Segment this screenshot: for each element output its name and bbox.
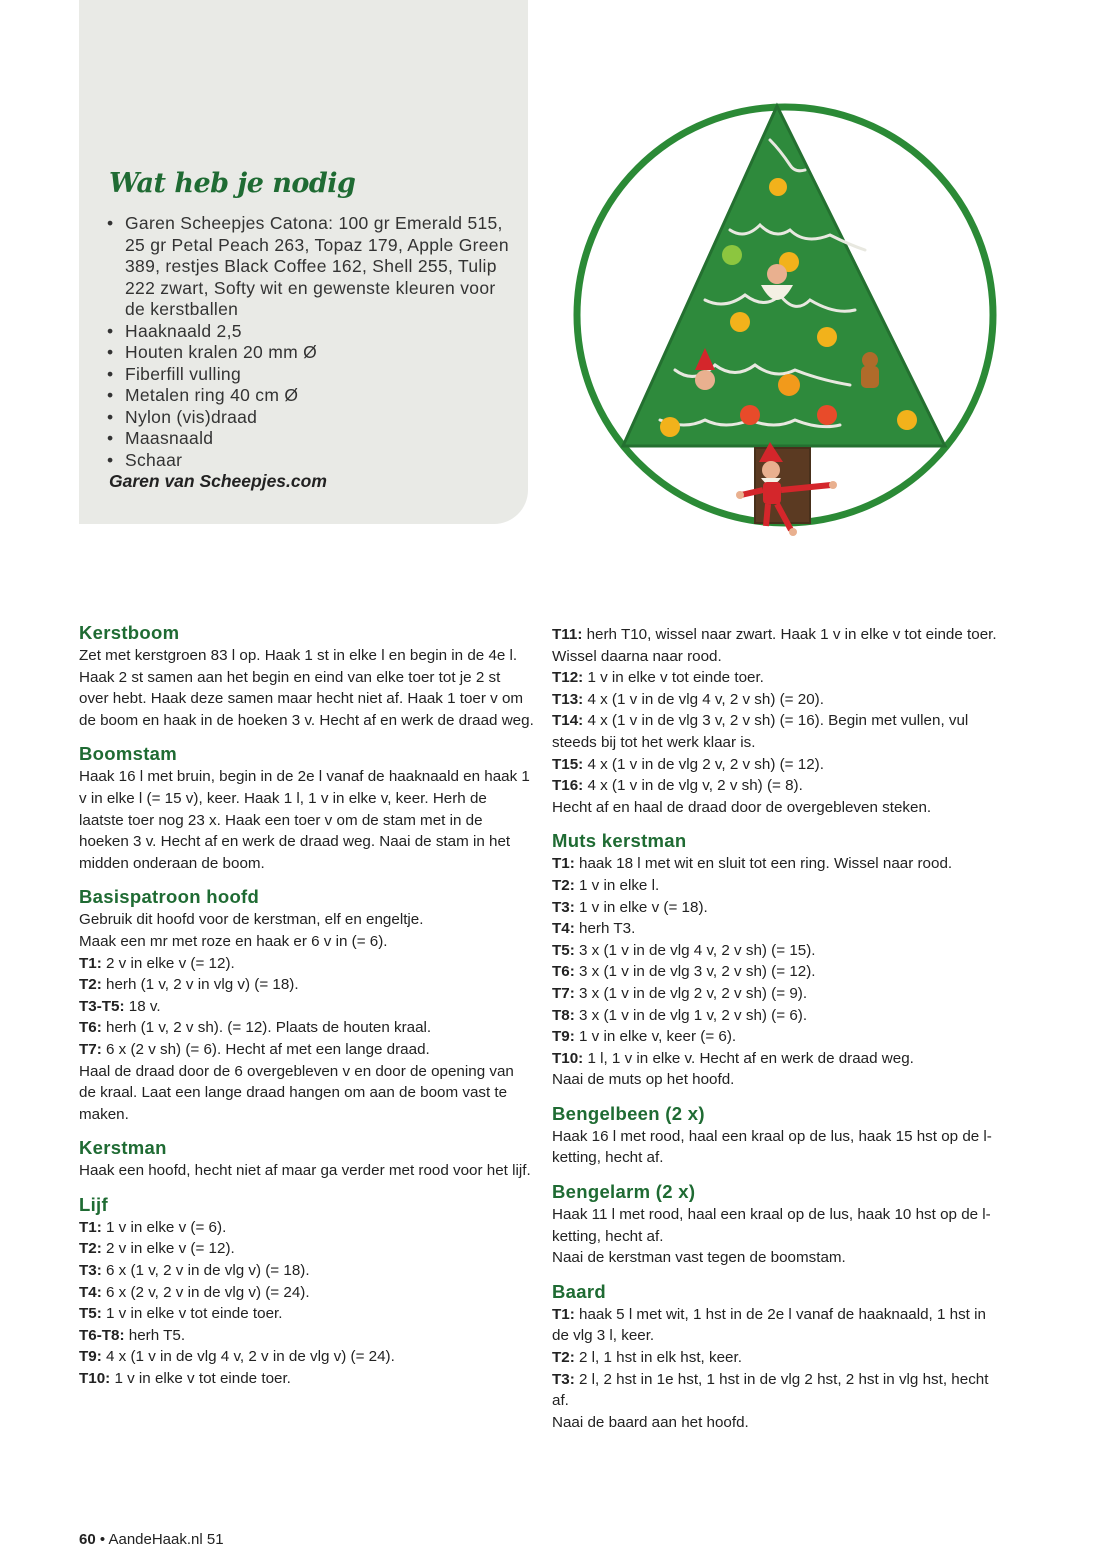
- bullet-icon: •: [107, 213, 114, 233]
- pattern-row: T5: 1 v in elke v tot einde toer.: [79, 1305, 283, 1323]
- pattern-row: T1: 1 v in elke v (= 6).: [79, 1218, 227, 1236]
- bullet-icon: •: [107, 320, 114, 341]
- section-heading: Boomstam: [79, 743, 177, 765]
- page-number: 60: [79, 1531, 96, 1548]
- pattern-row: Naai de muts op het hoofd.: [552, 1071, 735, 1089]
- section-text: Haak 16 l met rood, haal een kraal op de lus, haak 15 hst op de l-ketting, hecht af.: [552, 1127, 992, 1167]
- section-text: Naai de kerstman vast tegen de boomstam.: [552, 1249, 846, 1267]
- page-footer: [79, 1531, 224, 1548]
- section-heading: Lijf: [79, 1193, 108, 1215]
- pattern-row: T1: haak 5 l met wit, 1 hst in de 2e l vanaf de haaknaald, 1 hst in de vlg 3 l, keer.: [552, 1305, 986, 1345]
- materials-item: • Garen Scheepjes Catona: 100 gr Emerald 515, 25 gr Petal Peach 263, Topaz 179, Apple Green 389, restjes Black Coffee 162, Shell 255, Tulip 222 zwart, Softy wit en gewenste kleuren voor de kerstballen: [107, 213, 509, 319]
- section-heading: Baard: [552, 1280, 606, 1302]
- pattern-row: T7: 6 x (2 v sh) (= 6). Hecht af met een lange draad.: [79, 1040, 430, 1058]
- bullet-icon: •: [107, 428, 114, 448]
- pattern-row: T9: 1 v in elke v, keer (= 6).: [552, 1028, 737, 1046]
- magazine-name: AandeHaak.nl 51: [108, 1531, 224, 1548]
- gingerbread: [861, 352, 879, 388]
- christmas-tree-photo: [565, 90, 1005, 550]
- pattern-row: T3-T5: 18 v.: [79, 997, 161, 1015]
- materials-item: • Fiberfill vulling: [107, 363, 241, 384]
- bullet-icon: •: [107, 406, 114, 427]
- pattern-row: T13: 4 x (1 v in de vlg 4 v, 2 v sh) (= 20).: [552, 690, 824, 708]
- section-heading: Kerstman: [79, 1137, 167, 1159]
- bullet-icon: •: [107, 363, 114, 384]
- right-column: [552, 624, 1007, 1433]
- pattern-row: Haal de draad door de 6 overgebleven v en door de opening van de kraal. Laat een lange draad hangen om aan de boom vast te maken.: [79, 1062, 514, 1123]
- bullet-icon: •: [107, 385, 114, 405]
- section-text: Haak 16 l met bruin, begin in de 2e l vanaf de haaknaald en haak 1 v in elke l (= 15 v), keer. Haak 1 l, 1 v in elke v, keer. Herh de laatste toer nog 23 x. Haak een toer v om de stam met in de hoeken 3 v. Hecht af en werk de draad weg. Naai de stam in het midden onderaan de boom.: [79, 768, 530, 872]
- materials-title: Wat heb je nodig: [109, 168, 356, 199]
- pattern-row: T1: 2 v in elke v (= 12).: [79, 954, 235, 972]
- materials-item: • Houten kralen 20 mm Ø: [107, 342, 318, 362]
- section-heading: Kerstboom: [79, 622, 180, 643]
- left-column: [79, 622, 534, 1390]
- materials-list: [107, 213, 512, 471]
- section-heading: Bengelbeen (2 x): [552, 1102, 705, 1124]
- bullet-icon: •: [107, 342, 114, 362]
- section-heading: Muts kerstman: [552, 830, 687, 852]
- pattern-row: T12: 1 v in elke v tot einde toer.: [552, 669, 764, 687]
- materials-item: • Haaknaald 2,5: [107, 320, 242, 341]
- materials-item: • Maasnaald: [107, 428, 214, 448]
- pattern-row: T2: 2 v in elke v (= 12).: [79, 1240, 235, 1258]
- section-text: Haak een hoofd, hecht niet af maar ga verder met rood voor het lijf.: [79, 1162, 531, 1180]
- pattern-row: T6-T8: herh T5.: [79, 1326, 186, 1344]
- pattern-row: T10: 1 l, 1 v in elke v. Hecht af en werk de draad weg.: [552, 1049, 914, 1067]
- materials-item: • Metalen ring 40 cm Ø: [107, 385, 299, 405]
- section-heading: Basispatroon hoofd: [79, 886, 260, 908]
- pattern-row: T11: herh T10, wissel naar zwart. Haak 1 v in elke v tot einde toer. Wissel daarna naar rood.: [552, 626, 997, 665]
- pattern-row: T1: haak 18 l met wit en sluit tot een ring. Wissel naar rood.: [552, 855, 953, 873]
- section-text: Haak 11 l met rood, haal een kraal op de lus, haak 10 hst op de l-ketting, hecht af.: [552, 1206, 991, 1245]
- pattern-row: Naai de baard aan het hoofd.: [552, 1413, 749, 1431]
- materials-item: • Nylon (vis)draad: [107, 406, 258, 427]
- pattern-row: T2: 1 v in elke l.: [552, 876, 660, 894]
- yarn-source: Garen van Scheepjes.com: [109, 471, 327, 491]
- pattern-row: T4: 6 x (2 v, 2 v in de vlg v) (= 24).: [79, 1283, 310, 1301]
- pattern-row: T3: 6 x (1 v, 2 v in de vlg v) (= 18).: [79, 1262, 310, 1280]
- pattern-row: T2: 2 l, 1 hst in elk hst, keer.: [552, 1349, 742, 1367]
- pattern-row: T6: 3 x (1 v in de vlg 3 v, 2 v sh) (= 12).: [552, 963, 816, 981]
- section-heading: Bengelarm (2 x): [552, 1181, 696, 1203]
- pattern-row: T14: 4 x (1 v in de vlg 3 v, 2 v sh) (= 16). Begin met vullen, vul steeds bij tot het werk klaar is.: [552, 712, 969, 751]
- pattern-row: T2: herh (1 v, 2 v in vlg v) (= 18).: [79, 976, 299, 994]
- pattern-row: T6: herh (1 v, 2 v sh). (= 12). Plaats de houten kraal.: [79, 1019, 432, 1037]
- materials-box: [79, 0, 528, 524]
- pattern-row: T15: 4 x (1 v in de vlg 2 v, 2 v sh) (= 12).: [552, 755, 824, 773]
- pattern-row: Gebruik dit hoofd voor de kerstman, elf en engeltje.: [79, 911, 424, 929]
- pattern-row: T4: herh T3.: [552, 920, 636, 938]
- section-text: Zet met kerstgroen 83 l op. Haak 1 st in elke l en begin in de 4e l. Haak 2 st samen aan het begin en eind van elke toer tot je 2 st over hebt. Haak deze samen maar hecht niet af. Haak 1 toer v om de boom en haak in de hoeken 3 v. Hecht af en werk de draad weg.: [79, 647, 534, 729]
- pattern-row: T7: 3 x (1 v in de vlg 2 v, 2 v sh) (= 9).: [552, 984, 808, 1002]
- pattern-row: T3: 2 l, 2 hst in 1e hst, 1 hst in de vlg 2 hst, 2 hst in vlg hst, hecht af.: [552, 1370, 989, 1410]
- bullet-icon: •: [107, 449, 114, 470]
- pattern-row: Hecht af en haal de draad door de overgebleven steken.: [552, 798, 932, 816]
- pattern-row: T9: 4 x (1 v in de vlg 4 v, 2 v in de vlg v) (= 24).: [79, 1348, 395, 1366]
- footer-separator: •: [99, 1531, 106, 1548]
- pattern-row: T3: 1 v in elke v (= 18).: [552, 898, 708, 916]
- pattern-row: T16: 4 x (1 v in de vlg v, 2 v sh) (= 8).: [552, 777, 803, 795]
- pattern-row: T5: 3 x (1 v in de vlg 4 v, 2 v sh) (= 15).: [552, 941, 816, 959]
- materials-item: • Schaar: [107, 449, 183, 470]
- pattern-row: Maak een mr met roze en haak er 6 v in (= 6).: [79, 932, 388, 950]
- pattern-row: T8: 3 x (1 v in de vlg 1 v, 2 v sh) (= 6).: [552, 1006, 808, 1024]
- pattern-row: T10: 1 v in elke v tot einde toer.: [79, 1370, 291, 1388]
